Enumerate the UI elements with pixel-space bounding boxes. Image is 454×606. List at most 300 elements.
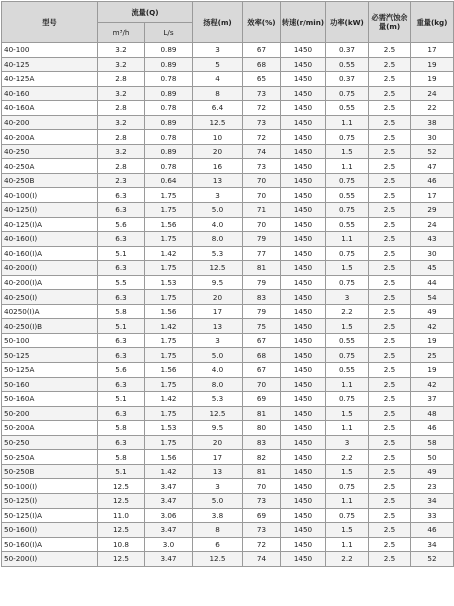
cell-power: 0.75 xyxy=(326,392,369,407)
cell-head: 8 xyxy=(193,86,243,101)
table-row xyxy=(2,435,454,450)
cell-npsh: 2.5 xyxy=(369,435,411,450)
cell-efficiency: 67 xyxy=(243,43,281,58)
header-head: 扬程(m) xyxy=(193,2,243,43)
cell-speed: 1450 xyxy=(281,246,326,261)
cell-npsh: 2.5 xyxy=(369,319,411,334)
cell-flow-ls: 0.89 xyxy=(145,144,193,159)
cell-npsh: 2.5 xyxy=(369,450,411,465)
cell-flow-ls: 0.89 xyxy=(145,57,193,72)
header-efficiency: 效率(%) xyxy=(243,2,281,43)
cell-power: 1.5 xyxy=(326,261,369,276)
cell-flow-m3h: 5.8 xyxy=(98,450,145,465)
cell-flow-m3h: 12.5 xyxy=(98,552,145,567)
cell-power: 3 xyxy=(326,290,369,305)
cell-npsh: 2.5 xyxy=(369,275,411,290)
cell-speed: 1450 xyxy=(281,290,326,305)
cell-npsh: 2.5 xyxy=(369,261,411,276)
spec-table-container xyxy=(1,1,453,567)
cell-npsh: 2.5 xyxy=(369,304,411,319)
cell-power: 0.75 xyxy=(326,173,369,188)
cell-model: 50-160 xyxy=(2,377,98,392)
cell-power: 0.75 xyxy=(326,130,369,145)
cell-power: 0.75 xyxy=(326,275,369,290)
cell-flow-ls: 0.89 xyxy=(145,43,193,58)
cell-weight: 37 xyxy=(411,392,454,407)
cell-npsh: 2.5 xyxy=(369,130,411,145)
cell-weight: 48 xyxy=(411,406,454,421)
header-row-1 xyxy=(2,2,454,23)
cell-efficiency: 75 xyxy=(243,319,281,334)
cell-efficiency: 73 xyxy=(243,86,281,101)
cell-weight: 43 xyxy=(411,232,454,247)
header-flow-ls: L/s xyxy=(145,23,193,43)
cell-weight: 22 xyxy=(411,101,454,116)
cell-flow-ls: 0.64 xyxy=(145,173,193,188)
cell-efficiency: 79 xyxy=(243,275,281,290)
cell-speed: 1450 xyxy=(281,523,326,538)
cell-efficiency: 68 xyxy=(243,348,281,363)
cell-weight: 30 xyxy=(411,130,454,145)
cell-speed: 1450 xyxy=(281,508,326,523)
cell-npsh: 2.5 xyxy=(369,552,411,567)
cell-power: 0.55 xyxy=(326,217,369,232)
cell-model: 50-250 xyxy=(2,435,98,450)
cell-head: 3 xyxy=(193,333,243,348)
cell-speed: 1450 xyxy=(281,261,326,276)
cell-speed: 1450 xyxy=(281,450,326,465)
cell-npsh: 2.5 xyxy=(369,348,411,363)
cell-speed: 1450 xyxy=(281,275,326,290)
cell-weight: 54 xyxy=(411,290,454,305)
cell-speed: 1450 xyxy=(281,421,326,436)
cell-head: 8.0 xyxy=(193,377,243,392)
cell-power: 1.5 xyxy=(326,406,369,421)
cell-model: 40-160 xyxy=(2,86,98,101)
cell-weight: 19 xyxy=(411,72,454,87)
cell-speed: 1450 xyxy=(281,72,326,87)
table-row xyxy=(2,290,454,305)
header-flow-m3h: m³/h xyxy=(98,23,145,43)
cell-npsh: 2.5 xyxy=(369,493,411,508)
cell-efficiency: 69 xyxy=(243,508,281,523)
cell-flow-ls: 1.75 xyxy=(145,203,193,218)
cell-npsh: 2.5 xyxy=(369,203,411,218)
cell-head: 4.0 xyxy=(193,363,243,378)
cell-head: 13 xyxy=(193,173,243,188)
cell-model: 40-125A xyxy=(2,72,98,87)
cell-model: 40-250 xyxy=(2,144,98,159)
cell-flow-m3h: 2.8 xyxy=(98,72,145,87)
cell-flow-ls: 1.75 xyxy=(145,377,193,392)
cell-speed: 1450 xyxy=(281,86,326,101)
cell-efficiency: 73 xyxy=(243,115,281,130)
cell-npsh: 2.5 xyxy=(369,101,411,116)
cell-power: 0.75 xyxy=(326,86,369,101)
cell-flow-m3h: 5.1 xyxy=(98,246,145,261)
cell-weight: 52 xyxy=(411,552,454,567)
cell-flow-ls: 1.75 xyxy=(145,348,193,363)
cell-power: 1.5 xyxy=(326,144,369,159)
cell-weight: 29 xyxy=(411,203,454,218)
cell-speed: 1450 xyxy=(281,101,326,116)
table-row xyxy=(2,275,454,290)
cell-flow-ls: 1.75 xyxy=(145,188,193,203)
header-model: 型号 xyxy=(2,2,98,43)
cell-flow-m3h: 2.8 xyxy=(98,130,145,145)
cell-npsh: 2.5 xyxy=(369,246,411,261)
header-speed: 转速(r/min) xyxy=(281,2,326,43)
cell-model: 50-200 xyxy=(2,406,98,421)
cell-model: 40-125(I)A xyxy=(2,217,98,232)
cell-efficiency: 81 xyxy=(243,464,281,479)
cell-weight: 50 xyxy=(411,450,454,465)
cell-npsh: 2.5 xyxy=(369,57,411,72)
cell-power: 1.5 xyxy=(326,523,369,538)
pump-spec-table xyxy=(1,1,454,567)
cell-npsh: 2.5 xyxy=(369,86,411,101)
cell-head: 12.5 xyxy=(193,261,243,276)
cell-power: 1.1 xyxy=(326,493,369,508)
table-row xyxy=(2,86,454,101)
cell-flow-m3h: 11.0 xyxy=(98,508,145,523)
table-row xyxy=(2,479,454,494)
cell-power: 0.55 xyxy=(326,333,369,348)
cell-flow-ls: 1.56 xyxy=(145,450,193,465)
cell-flow-ls: 0.78 xyxy=(145,159,193,174)
cell-weight: 42 xyxy=(411,319,454,334)
cell-power: 0.75 xyxy=(326,348,369,363)
cell-flow-m3h: 3.2 xyxy=(98,144,145,159)
cell-weight: 19 xyxy=(411,363,454,378)
cell-model: 50-250A xyxy=(2,450,98,465)
cell-npsh: 2.5 xyxy=(369,479,411,494)
table-row xyxy=(2,319,454,334)
cell-speed: 1450 xyxy=(281,406,326,421)
cell-head: 12.5 xyxy=(193,406,243,421)
table-row xyxy=(2,130,454,145)
cell-head: 3 xyxy=(193,43,243,58)
cell-head: 20 xyxy=(193,435,243,450)
cell-model: 50-100 xyxy=(2,333,98,348)
cell-flow-m3h: 12.5 xyxy=(98,493,145,508)
cell-flow-ls: 1.53 xyxy=(145,421,193,436)
cell-flow-ls: 3.47 xyxy=(145,479,193,494)
header-flow: 流量(Q) xyxy=(98,2,193,23)
cell-npsh: 2.5 xyxy=(369,144,411,159)
cell-power: 1.1 xyxy=(326,377,369,392)
cell-power: 0.55 xyxy=(326,57,369,72)
cell-speed: 1450 xyxy=(281,319,326,334)
cell-weight: 52 xyxy=(411,144,454,159)
cell-speed: 1450 xyxy=(281,392,326,407)
cell-speed: 1450 xyxy=(281,464,326,479)
cell-weight: 42 xyxy=(411,377,454,392)
cell-efficiency: 77 xyxy=(243,246,281,261)
cell-model: 50-160(I) xyxy=(2,523,98,538)
cell-model: 40-200(I)A xyxy=(2,275,98,290)
cell-flow-m3h: 5.5 xyxy=(98,275,145,290)
cell-power: 0.75 xyxy=(326,479,369,494)
cell-efficiency: 79 xyxy=(243,304,281,319)
cell-npsh: 2.5 xyxy=(369,406,411,421)
cell-efficiency: 83 xyxy=(243,435,281,450)
cell-head: 8.0 xyxy=(193,232,243,247)
cell-head: 6.4 xyxy=(193,101,243,116)
cell-flow-ls: 1.53 xyxy=(145,275,193,290)
cell-npsh: 2.5 xyxy=(369,290,411,305)
cell-weight: 46 xyxy=(411,421,454,436)
cell-efficiency: 67 xyxy=(243,363,281,378)
cell-efficiency: 74 xyxy=(243,552,281,567)
cell-speed: 1450 xyxy=(281,435,326,450)
cell-npsh: 2.5 xyxy=(369,159,411,174)
cell-efficiency: 70 xyxy=(243,217,281,232)
cell-npsh: 2.5 xyxy=(369,188,411,203)
cell-flow-m3h: 6.3 xyxy=(98,406,145,421)
cell-flow-m3h: 5.8 xyxy=(98,304,145,319)
cell-speed: 1450 xyxy=(281,552,326,567)
cell-weight: 25 xyxy=(411,348,454,363)
cell-power: 3 xyxy=(326,435,369,450)
cell-power: 0.75 xyxy=(326,203,369,218)
cell-head: 3 xyxy=(193,188,243,203)
cell-speed: 1450 xyxy=(281,363,326,378)
cell-weight: 49 xyxy=(411,464,454,479)
cell-head: 3.8 xyxy=(193,508,243,523)
cell-npsh: 2.5 xyxy=(369,217,411,232)
cell-efficiency: 73 xyxy=(243,159,281,174)
header-npsh: 必需汽蚀余量(m) xyxy=(369,2,411,43)
cell-flow-ls: 1.75 xyxy=(145,232,193,247)
cell-power: 1.1 xyxy=(326,537,369,552)
cell-npsh: 2.5 xyxy=(369,232,411,247)
table-row xyxy=(2,115,454,130)
cell-speed: 1450 xyxy=(281,377,326,392)
cell-flow-ls: 0.78 xyxy=(145,72,193,87)
table-row xyxy=(2,57,454,72)
cell-power: 0.55 xyxy=(326,363,369,378)
table-body xyxy=(2,43,454,567)
cell-efficiency: 82 xyxy=(243,450,281,465)
cell-model: 40250(I)A xyxy=(2,304,98,319)
cell-power: 2.2 xyxy=(326,552,369,567)
cell-model: 40-250(I)B xyxy=(2,319,98,334)
cell-speed: 1450 xyxy=(281,348,326,363)
cell-speed: 1450 xyxy=(281,493,326,508)
cell-efficiency: 70 xyxy=(243,377,281,392)
cell-speed: 1450 xyxy=(281,130,326,145)
cell-model: 50-125 xyxy=(2,348,98,363)
cell-power: 0.37 xyxy=(326,43,369,58)
table-row xyxy=(2,508,454,523)
cell-power: 1.1 xyxy=(326,421,369,436)
cell-flow-m3h: 6.3 xyxy=(98,435,145,450)
cell-weight: 33 xyxy=(411,508,454,523)
table-row xyxy=(2,101,454,116)
cell-flow-m3h: 6.3 xyxy=(98,188,145,203)
cell-efficiency: 67 xyxy=(243,333,281,348)
cell-efficiency: 70 xyxy=(243,173,281,188)
cell-head: 20 xyxy=(193,290,243,305)
cell-head: 12.5 xyxy=(193,115,243,130)
cell-flow-ls: 1.56 xyxy=(145,217,193,232)
cell-head: 3 xyxy=(193,479,243,494)
cell-flow-ls: 1.56 xyxy=(145,304,193,319)
cell-speed: 1450 xyxy=(281,217,326,232)
cell-head: 10 xyxy=(193,130,243,145)
cell-efficiency: 72 xyxy=(243,537,281,552)
cell-speed: 1450 xyxy=(281,333,326,348)
cell-efficiency: 72 xyxy=(243,101,281,116)
cell-power: 0.55 xyxy=(326,101,369,116)
cell-flow-ls: 0.78 xyxy=(145,130,193,145)
cell-flow-ls: 1.42 xyxy=(145,319,193,334)
cell-speed: 1450 xyxy=(281,203,326,218)
cell-power: 2.2 xyxy=(326,450,369,465)
cell-model: 50-125A xyxy=(2,363,98,378)
cell-head: 20 xyxy=(193,144,243,159)
cell-npsh: 2.5 xyxy=(369,421,411,436)
cell-efficiency: 70 xyxy=(243,188,281,203)
cell-flow-ls: 3.47 xyxy=(145,493,193,508)
cell-efficiency: 72 xyxy=(243,130,281,145)
cell-model: 40-125(I) xyxy=(2,203,98,218)
cell-model: 40-125 xyxy=(2,57,98,72)
cell-head: 5.3 xyxy=(193,392,243,407)
cell-head: 17 xyxy=(193,450,243,465)
cell-power: 0.75 xyxy=(326,508,369,523)
cell-weight: 34 xyxy=(411,493,454,508)
table-row xyxy=(2,363,454,378)
table-row xyxy=(2,72,454,87)
cell-power: 1.5 xyxy=(326,319,369,334)
cell-efficiency: 70 xyxy=(243,479,281,494)
cell-power: 1.5 xyxy=(326,464,369,479)
header-power: 功率(kW) xyxy=(326,2,369,43)
table-row xyxy=(2,217,454,232)
cell-weight: 47 xyxy=(411,159,454,174)
cell-weight: 45 xyxy=(411,261,454,276)
table-row xyxy=(2,333,454,348)
cell-flow-m3h: 6.3 xyxy=(98,377,145,392)
cell-weight: 17 xyxy=(411,188,454,203)
cell-speed: 1450 xyxy=(281,43,326,58)
cell-head: 4 xyxy=(193,72,243,87)
table-row xyxy=(2,392,454,407)
cell-model: 40-200(I) xyxy=(2,261,98,276)
cell-head: 12.5 xyxy=(193,552,243,567)
cell-model: 40-250A xyxy=(2,159,98,174)
cell-flow-ls: 1.75 xyxy=(145,435,193,450)
cell-head: 6 xyxy=(193,537,243,552)
cell-model: 50-200(I) xyxy=(2,552,98,567)
cell-head: 8 xyxy=(193,523,243,538)
cell-efficiency: 81 xyxy=(243,406,281,421)
cell-head: 9.5 xyxy=(193,421,243,436)
table-row xyxy=(2,464,454,479)
cell-flow-m3h: 6.3 xyxy=(98,290,145,305)
cell-flow-ls: 0.78 xyxy=(145,101,193,116)
cell-flow-m3h: 6.3 xyxy=(98,333,145,348)
cell-efficiency: 73 xyxy=(243,493,281,508)
table-row xyxy=(2,552,454,567)
cell-model: 50-160A xyxy=(2,392,98,407)
cell-flow-m3h: 12.5 xyxy=(98,479,145,494)
cell-weight: 30 xyxy=(411,246,454,261)
cell-flow-m3h: 6.3 xyxy=(98,348,145,363)
cell-speed: 1450 xyxy=(281,479,326,494)
table-row xyxy=(2,377,454,392)
cell-efficiency: 65 xyxy=(243,72,281,87)
cell-weight: 24 xyxy=(411,217,454,232)
table-row xyxy=(2,348,454,363)
table-row xyxy=(2,203,454,218)
cell-model: 50-200A xyxy=(2,421,98,436)
cell-model: 40-160A xyxy=(2,101,98,116)
cell-head: 5.0 xyxy=(193,203,243,218)
cell-weight: 17 xyxy=(411,43,454,58)
cell-flow-m3h: 3.2 xyxy=(98,86,145,101)
cell-flow-m3h: 6.3 xyxy=(98,261,145,276)
cell-head: 5.3 xyxy=(193,246,243,261)
cell-flow-m3h: 5.1 xyxy=(98,319,145,334)
table-row xyxy=(2,523,454,538)
cell-flow-m3h: 10.8 xyxy=(98,537,145,552)
table-row xyxy=(2,406,454,421)
cell-model: 40-100(I) xyxy=(2,188,98,203)
cell-weight: 19 xyxy=(411,57,454,72)
cell-npsh: 2.5 xyxy=(369,537,411,552)
table-row xyxy=(2,159,454,174)
cell-model: 40-200 xyxy=(2,115,98,130)
cell-flow-m3h: 2.8 xyxy=(98,101,145,116)
cell-efficiency: 71 xyxy=(243,203,281,218)
table-row xyxy=(2,188,454,203)
cell-npsh: 2.5 xyxy=(369,115,411,130)
cell-flow-m3h: 5.1 xyxy=(98,392,145,407)
cell-flow-m3h: 5.6 xyxy=(98,363,145,378)
cell-head: 13 xyxy=(193,464,243,479)
cell-head: 5.0 xyxy=(193,348,243,363)
cell-npsh: 2.5 xyxy=(369,363,411,378)
cell-npsh: 2.5 xyxy=(369,464,411,479)
cell-npsh: 2.5 xyxy=(369,523,411,538)
cell-flow-m3h: 3.2 xyxy=(98,57,145,72)
cell-weight: 46 xyxy=(411,523,454,538)
cell-flow-ls: 3.06 xyxy=(145,508,193,523)
cell-flow-m3h: 3.2 xyxy=(98,115,145,130)
cell-efficiency: 80 xyxy=(243,421,281,436)
cell-flow-ls: 1.75 xyxy=(145,290,193,305)
cell-flow-ls: 3.47 xyxy=(145,523,193,538)
cell-model: 40-250(I) xyxy=(2,290,98,305)
table-row xyxy=(2,246,454,261)
table-row xyxy=(2,537,454,552)
cell-npsh: 2.5 xyxy=(369,333,411,348)
cell-weight: 38 xyxy=(411,115,454,130)
cell-efficiency: 81 xyxy=(243,261,281,276)
cell-model: 40-160(I) xyxy=(2,232,98,247)
cell-head: 5.0 xyxy=(193,493,243,508)
cell-head: 13 xyxy=(193,319,243,334)
cell-flow-ls: 1.42 xyxy=(145,464,193,479)
table-row xyxy=(2,450,454,465)
cell-flow-m3h: 6.3 xyxy=(98,203,145,218)
cell-head: 5 xyxy=(193,57,243,72)
cell-model: 40-250B xyxy=(2,173,98,188)
cell-weight: 24 xyxy=(411,86,454,101)
